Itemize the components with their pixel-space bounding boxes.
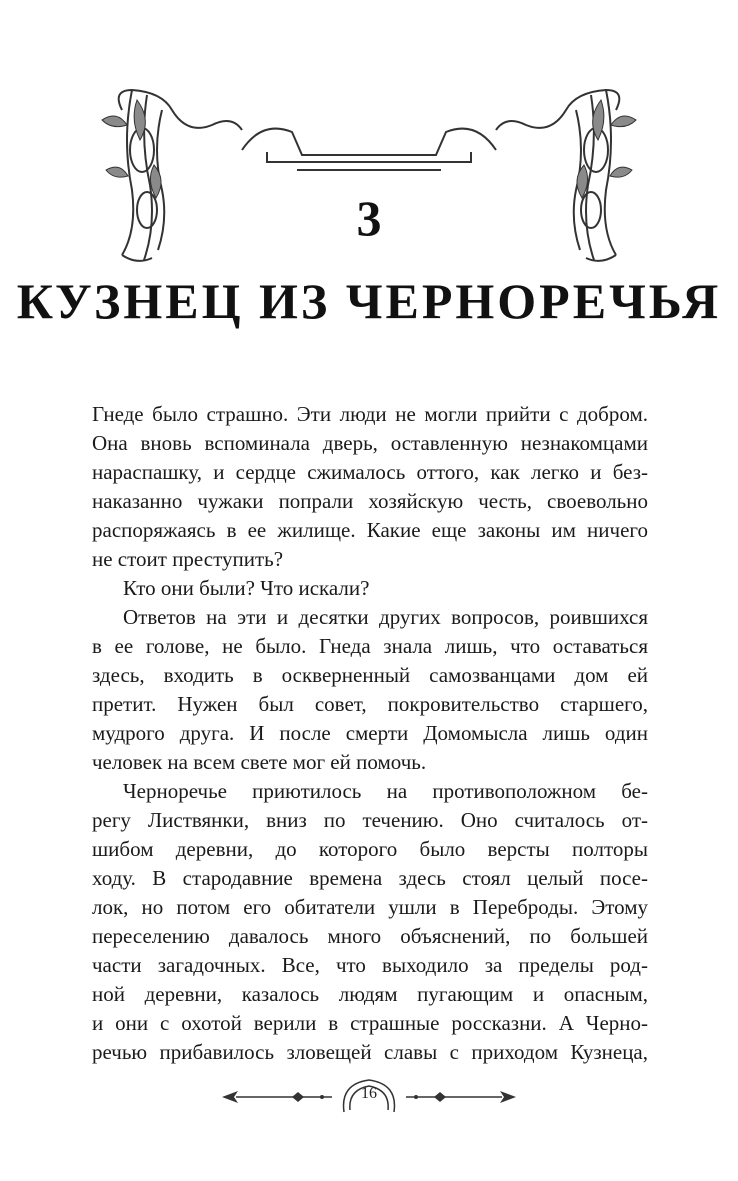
text-line: человек на всем свете мог ей помочь. xyxy=(92,750,427,774)
text-line: здесь, входить в оскверненный самозванцами дом ей xyxy=(92,663,648,687)
text-line: претит. Нужен был совет, покровительство старшего, xyxy=(92,692,648,716)
text-line: и они с охотой верили в страшные россказни. А Черно- xyxy=(92,1011,648,1035)
text-line: Черноречье приютилось на противоположном бе- xyxy=(123,779,648,803)
text-line: Она вновь вспоминала дверь, оставленную незнакомцами xyxy=(92,431,648,455)
text-line: Ответов на эти и десятки других вопросов, роившихся xyxy=(123,605,648,629)
body-text xyxy=(92,400,648,1067)
text-line: переселению давалось много объяснений, по большей xyxy=(92,924,648,948)
page-number: 16 xyxy=(361,1085,377,1102)
text-line: распоряжаясь в ее жилище. Какие еще законы им ничего xyxy=(92,518,648,542)
text-line: речью прибавилось зловещей славы с приходом Кузнеца, xyxy=(92,1040,648,1064)
text-line: не стоит преступить? xyxy=(92,547,284,571)
text-line: нараспашку, и сердце сжималось оттого, как легко и без- xyxy=(92,460,648,484)
text-line: наказанно чужаки попрали хозяйскую честь, своевольно xyxy=(92,489,648,513)
text-line: в ее голове, не было. Гнеда знала лишь, что оставаться xyxy=(92,634,648,658)
text-line: ходу. В стародавние времена здесь стоял целый посе- xyxy=(92,866,648,890)
text-line: мудрого друга. И после смерти Домомысла лишь один xyxy=(92,721,648,745)
text-line: шибом деревни, до которого было версты полторы xyxy=(92,837,648,861)
text-line: Гнеде было страшно. Эти люди не могли прийти с добром. xyxy=(92,402,648,426)
chapter-number: 3 xyxy=(356,190,382,246)
text-line: ной деревни, казалось людям пугающим и опасным, xyxy=(92,982,648,1006)
chapter-title: КУЗНЕЦ ИЗ ЧЕРНОРЕЧЬЯ xyxy=(16,273,722,329)
text-line: лок, но потом его обитатели ушли в Переброды. Этому xyxy=(92,895,648,919)
text-line: регу Листвянки, вниз по течению. Оно считалось от- xyxy=(92,808,648,832)
text-line: части загадочных. Все, что выходило за пределы род- xyxy=(92,953,648,977)
text-line: Кто они были? Что искали? xyxy=(123,576,370,600)
